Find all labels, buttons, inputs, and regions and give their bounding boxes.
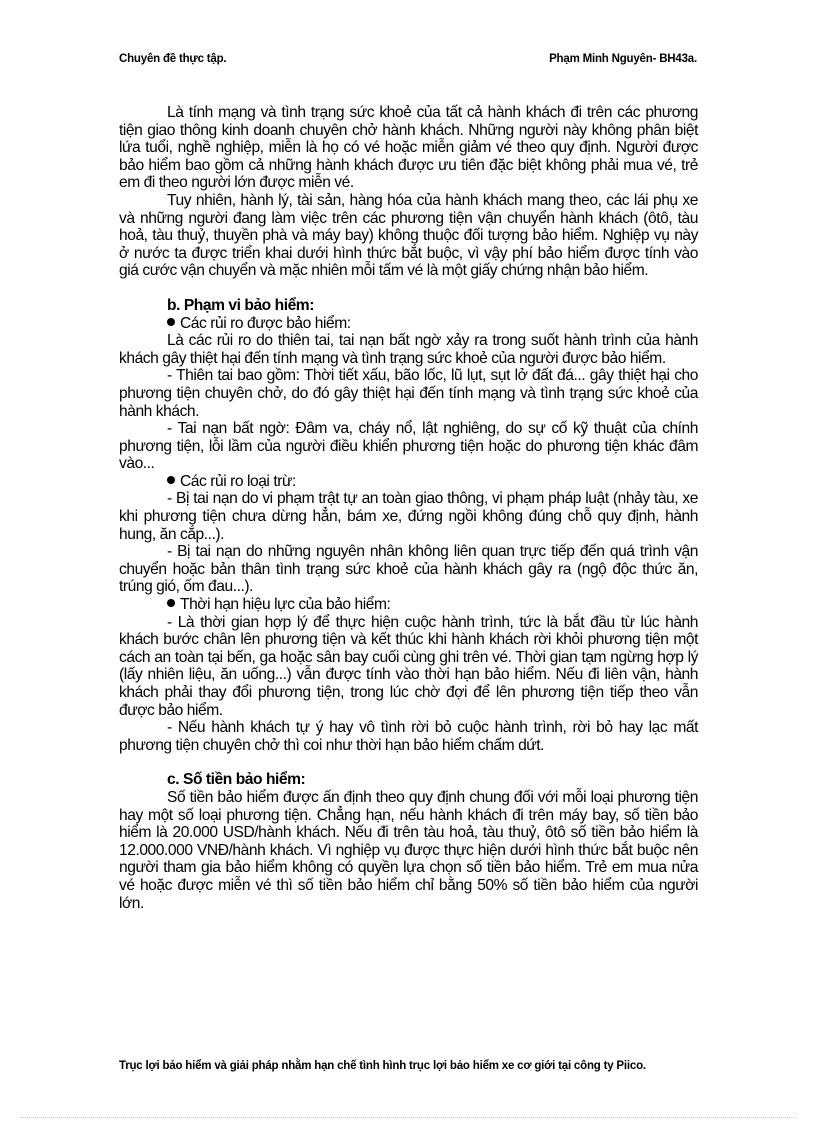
paragraph: - Tai nạn bất ngờ: Đâm va, cháy nổ, lật nghiêng, do sự cố kỹ thuật của chính phương tiện, lỗi lầm của người điều khiển phương tiện hoặc do phương tiện khác đâm vào... (119, 420, 698, 473)
bullet-text: Các rủi ro loại trừ: (180, 472, 296, 490)
bullet-icon (167, 599, 175, 607)
paragraph: Là các rủi ro do thiên tai, tai nạn bất ngờ xảy ra trong suốt hành trình của hành khách gây thiệt hại đến tính mạng và tình trạng sức khoẻ của người được bảo hiểm. (119, 332, 698, 367)
section-heading: c. Số tiền bảo hiểm: (167, 771, 306, 789)
page-edge-divider (20, 1117, 796, 1118)
paragraph: - Là thời gian hợp lý để thực hiện cuộc hành trình, tức là bắt đầu từ lúc hành khách bước chân lên phương tiện và kết thúc khi hành khách rời khỏi phương tiện một cách an toàn tại bến, ga hoặc sân bay cuối cùng ghi trên vé. Thời gian tạm ngừng hợp lý (lấy nhiên liệu, ăn uống...) vẫn được tính vào thời hạn bảo hiểm. Nếu đi liên vận, hành khách phải thay đổi phương tiện, trong lúc chờ đợi để lên phương tiện tiếp theo vẫn được bảo hiểm. (119, 613, 698, 719)
paragraph: Số tiền bảo hiểm được ấn định theo quy định chung đối với mỗi loại phương tiện hay một số loại phương tiện. Chẳng hạn, nếu hành khách đi trên máy bay, số tiền bảo hiểm là 20.000 USD/hành khách. Nếu đi trên tàu hoả, tàu thuỷ, ôtô số tiền bảo hiểm là 12.000.000 VNĐ/hành khách. Vì nghiệp vụ được thực hiện dưới hình thức bắt buộc nên người tham gia bảo hiểm không có quyền lựa chọn số tiền bảo hiểm. Trẻ em mua nửa vé hoặc được miễn vé thì số tiền bảo hiểm chỉ bằng 50% số tiền bảo hiểm của người lớn. (119, 788, 698, 912)
header-left: Chuyên đề thực tập. (119, 53, 227, 65)
paragraph: - Thiên tai bao gồm: Thời tiết xấu, bão lốc, lũ lụt, sụt lở đất đá... gây thiệt hại cho phương tiện chuyên chở, do đó gây thiệt hại đến tính mạng và tình trạng sức khoẻ của hành khách. (119, 367, 698, 420)
paragraph: Tuy nhiên, hành lý, tài sản, hàng hóa của hành khách mang theo, các lái phụ xe và những người đang làm việc trên các phương tiện vận chuyển hành khách (ôtô, tàu hoả, tàu thuỷ, thuyền phà và máy bay) không thuộc đối tượng bảo hiểm. Nghiệp vụ này ở nước ta được triển khai dưới hình thức bắt buộc, vì vậy phí bảo hiểm được tính vào giá cước vận chuyển và mặc nhiên mỗi tấm vé là một giấy chứng nhận bảo hiểm. (119, 191, 698, 280)
bullet-item (119, 596, 698, 614)
section-heading: b. Phạm vi bảo hiểm: (167, 296, 314, 314)
bullet-icon (167, 318, 175, 326)
bullet-icon (167, 476, 175, 484)
footer-text: Trục lợi bảo hiểm và giải pháp nhằm hạn chế tình hình trục lợi bảo hiểm xe cơ giới tại công ty Piico. (119, 1060, 646, 1072)
bullet-item (119, 315, 698, 333)
document-body (119, 104, 698, 912)
bullet-text: Thời hạn hiệu lực của bảo hiểm: (180, 596, 391, 614)
paragraph: - Bị tai nạn do những nguyên nhân không liên quan trực tiếp đến quá trình vận chuyển hoặc bản thân tình trạng sức khoẻ của hành khách gây ra (ngộ độc thức ăn, trúng gió, ốm đau...). (119, 543, 698, 596)
paragraph: - Bị tai nạn do vi phạm trật tự an toàn giao thông, vi phạm pháp luật (nhảy tàu, xe khi phương tiện chưa dừng hẳn, bám xe, đứng ngồi không đúng chỗ quy định, hành hung, ăn cắp...). (119, 490, 698, 543)
bullet-text: Các rủi ro được bảo hiểm: (180, 314, 351, 332)
header-right: Phạm Minh Nguyên- BH43a. (549, 53, 697, 65)
bullet-item (119, 473, 698, 491)
paragraph: Là tính mạng và tình trạng sức khoẻ của tất cả hành khách đi trên các phương tiện giao thông kinh doanh chuyên chở hành khách. Những người này không phân biệt lứa tuổi, nghề nghiệp, miễn là họ có vé hoặc miễn giảm vé theo quy định. Người được bảo hiểm bao gồm cả những hành khách được ưu tiên đặc biệt không phải mua vé, trẻ em đi theo người lớn được miễn vé. (119, 104, 698, 192)
paragraph: - Nếu hành khách tự ý hay vô tình rời bỏ cuộc hành trình, rời bỏ hay lạc mất phương tiện chuyên chở thì coi như thời hạn bảo hiểm chấm dứt. (119, 719, 698, 754)
